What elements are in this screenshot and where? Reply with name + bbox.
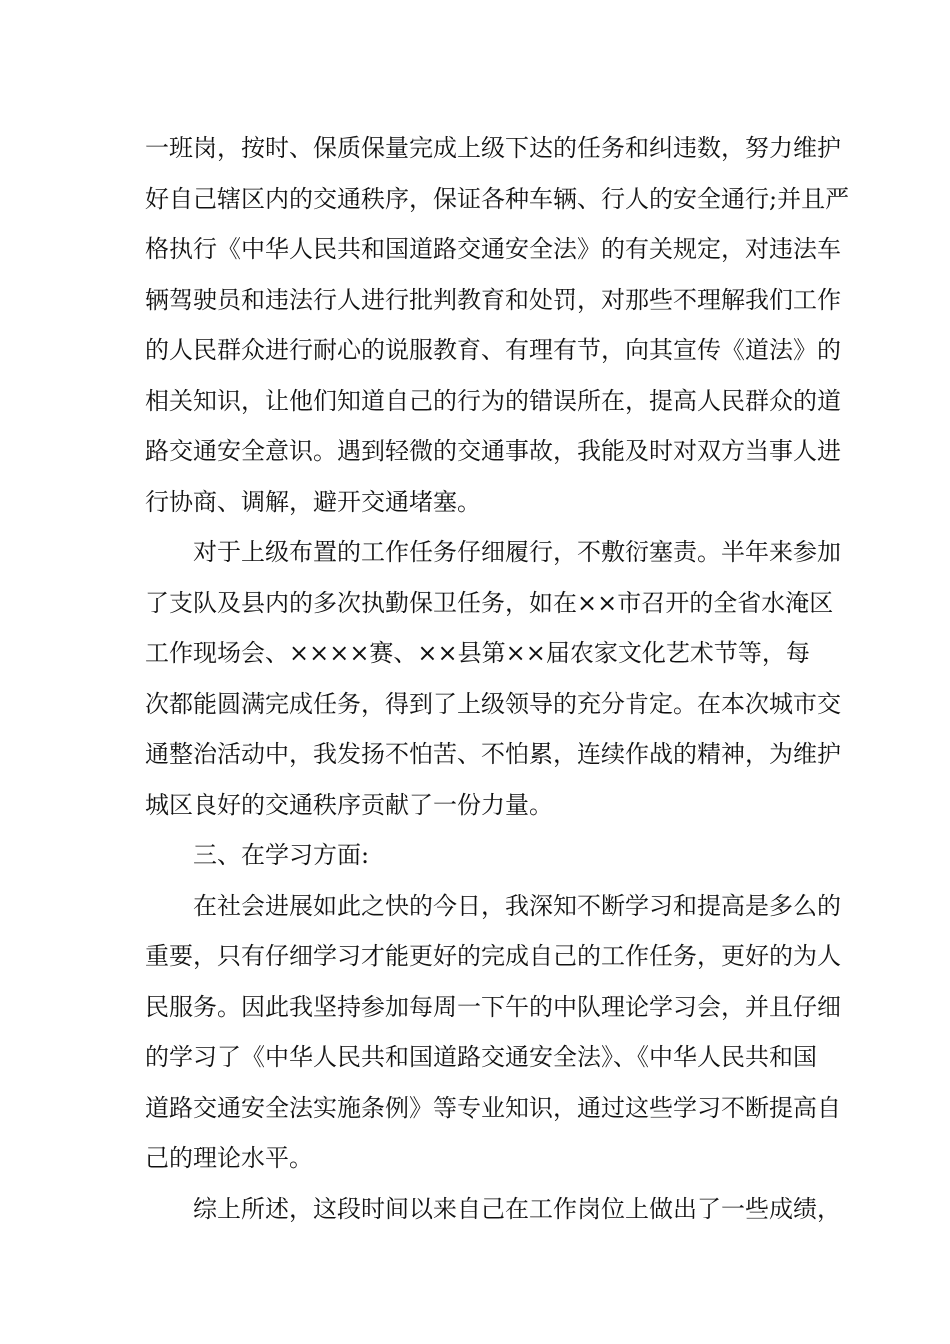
text-line: 民服务。因此我坚持参加每周一下午的中队理论学习会，并且仔细 (145, 992, 841, 1021)
body-text (145, 123, 850, 1234)
text-line: 辆驾驶员和违法行人进行批判教育和处罚，对那些不理解我们工作 (145, 285, 841, 314)
section-heading: 三、在学习方面: (193, 841, 370, 869)
text-line: 重要，只有仔细学习才能更好的完成自己的工作任务，更好的为人 (145, 942, 841, 970)
text-line: 的学习了《中华人民共和国道路交通安全法》、《中华人民共和国 (145, 1043, 817, 1071)
text-line: 己的理论水平。 (145, 1144, 313, 1172)
text-line: 通整治活动中，我发扬不怕苦、不怕累，连续作战的精神，为维护 (145, 740, 841, 768)
text-line: 一班岗，按时、保质保量完成上级下达的任务和纠违数，努力维护 (145, 134, 841, 162)
text-line: 综上所述，这段时间以来自己在工作岗位上做出了一些成绩， (193, 1194, 841, 1223)
text-line: 道路交通安全法实施条例》等专业知识，通过这些学习不断提高自 (145, 1093, 841, 1122)
text-line: 相关知识，让他们知道自己的行为的错误所在，提高人民群众的道 (145, 386, 841, 415)
text-line: 格执行《中华人民共和国道路交通安全法》的有关规定，对违法车 (145, 235, 841, 263)
text-line: 在社会进展如此之快的今日，我深知不断学习和提高是多么的 (193, 891, 841, 920)
text-line: 对于上级布置的工作任务仔细履行，不敷衍塞责。半年来参加 (193, 538, 841, 566)
text-line: 路交通安全意识。遇到轻微的交通事故，我能及时对双方当事人进 (145, 437, 841, 465)
text-line: 了支队及县内的多次执勤保卫任务，如在××市召开的全省水淹区 (145, 588, 834, 617)
text-line: 行协商、调解，避开交通堵塞。 (145, 487, 481, 516)
text-line: 的人民群众进行耐心的说服教育、有理有节，向其宣传《道法》的 (145, 336, 841, 364)
text-line: 好自己辖区内的交通秩序，保证各种车辆、行人的安全通行;并且严 (145, 184, 850, 213)
text-line: 次都能圆满完成任务，得到了上级领导的充分肯定。在本次城市交 (145, 689, 841, 718)
text-line: 城区良好的交通秩序贡献了一份力量。 (145, 790, 553, 819)
text-line: 工作现场会、××××赛、××县第××届农家文化艺术节等，每 (145, 639, 810, 667)
